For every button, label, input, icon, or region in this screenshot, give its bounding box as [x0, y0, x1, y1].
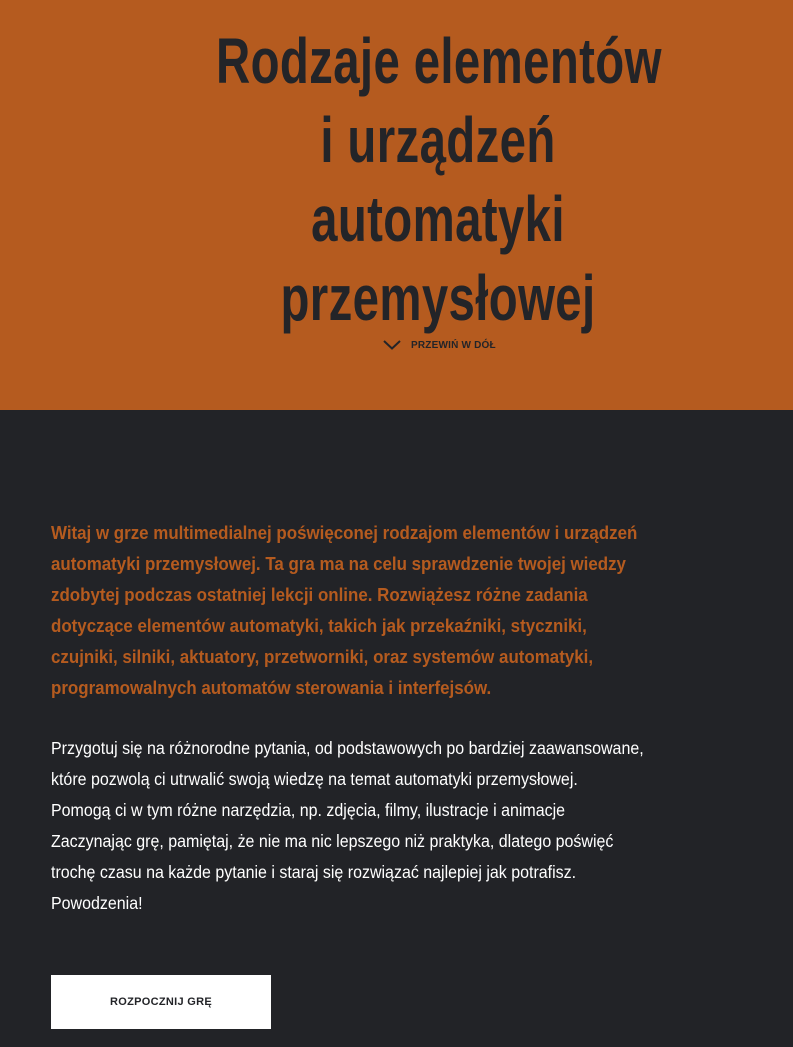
hero-banner — [0, 0, 793, 410]
lead-line: programowalnych automatów sterowania i interfejsów. — [51, 678, 492, 698]
intro-body-paragraph — [51, 733, 758, 919]
scroll-down-link[interactable] — [383, 337, 496, 353]
intro-section — [51, 518, 771, 704]
body-line: trochę czasu na każde pytanie i staraj się rozwiązać najlepiej jak potrafisz. — [51, 862, 577, 882]
body-line: Przygotuj się na różnorodne pytania, od podstawowych po bardziej zaawansowane, — [51, 738, 644, 758]
body-line: Zaczynając grę, pamiętaj, że nie ma nic lepszego niż praktyka, dlatego poświęć — [51, 831, 614, 851]
lead-line: automatyki przemysłowej. Ta gra ma na celu sprawdzenie twojej wiedzy — [51, 554, 626, 574]
start-game-button[interactable]: ROZPOCZNIJ GRĘ — [51, 975, 271, 1029]
lead-line: czujniki, silniki, aktuatory, przetworniki, oraz systemów automatyki, — [51, 647, 594, 667]
lead-line: zdobytej podczas ostatniej lekcji online. Rozwiążesz różne zadania — [51, 585, 588, 605]
title-line-3: automatyki — [311, 183, 565, 255]
body-line: Powodzenia! — [51, 893, 143, 913]
intro-lead-paragraph — [51, 518, 758, 704]
lead-line: dotyczące elementów automatyki, takich jak przekaźniki, styczniki, — [51, 616, 587, 636]
title-line-1: Rodzaje elementów — [216, 25, 662, 97]
title-line-4: przemysłowej — [280, 262, 596, 334]
lead-line: Witaj w grze multimedialnej poświęconej rodzajom elementów i urządzeń — [51, 523, 638, 543]
title-line-2: i urządzeń — [320, 104, 556, 176]
chevron-down-icon — [383, 340, 401, 350]
body-line: Pomogą ci w tym różne narzędzia, np. zdjęcia, filmy, ilustracje i animacje — [51, 800, 566, 820]
body-line: które pozwolą ci utrwalić swoją wiedzę na temat automatyki przemysłowej. — [51, 769, 578, 789]
scroll-down-label: PRZEWIŃ W DÓŁ — [411, 339, 496, 351]
page-title — [138, 22, 738, 338]
